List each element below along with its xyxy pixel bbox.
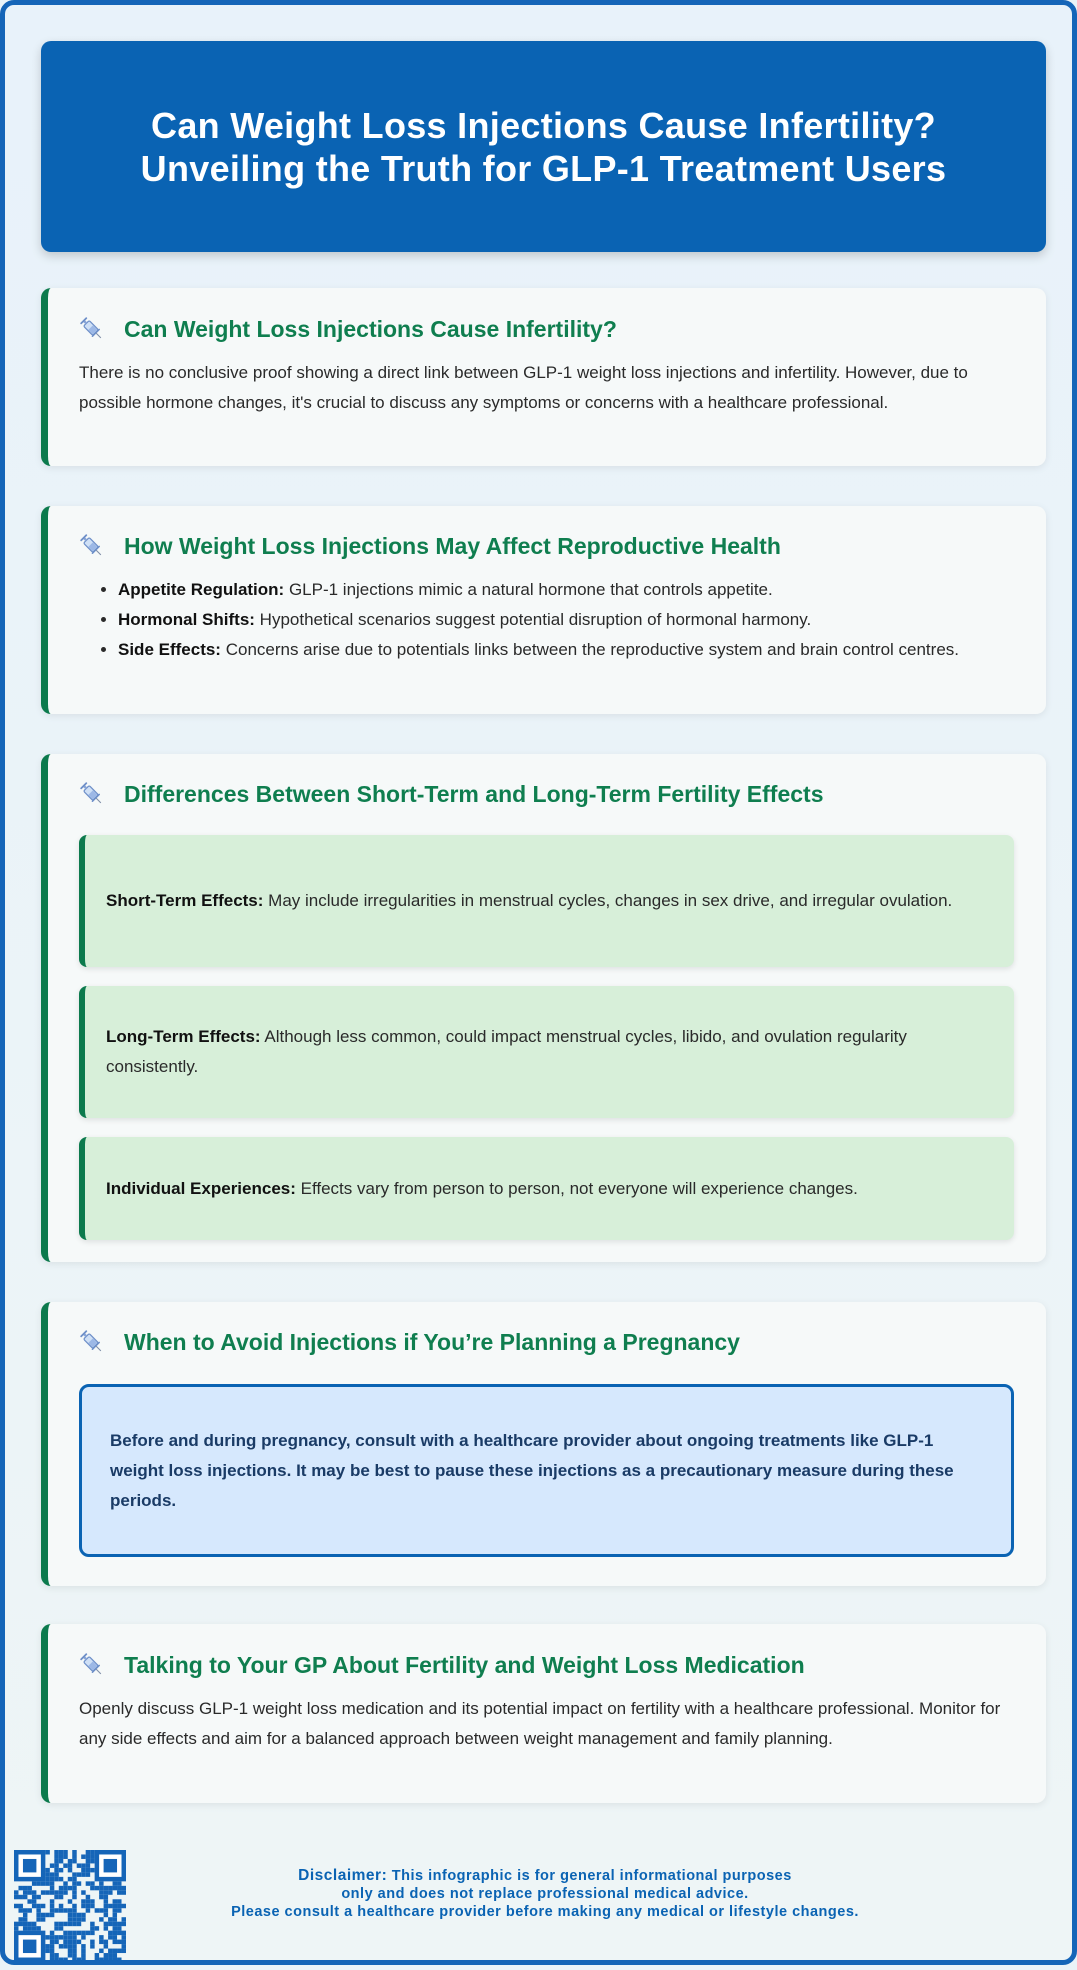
list-item-text: GLP-1 injections mimic a natural hormone that controls appetite. [284,580,773,599]
section-heading [79,1327,1014,1357]
disclaimer [175,1867,915,1921]
list-item [118,605,1014,635]
syringe-icon [79,781,105,807]
disclaimer-line-2: only and does not replace professional medical advice. [341,1886,749,1902]
effect-label: Short-Term Effects: [106,891,264,910]
syringe-icon [79,1652,105,1678]
section-title: Talking to Your GP About Fertility and Weight Loss Medication [124,1651,805,1678]
section-heading [79,779,1014,809]
page-title-line-1: Can Weight Loss Injections Cause Infertility? [151,104,936,146]
section-pregnancy-planning [41,1302,1046,1586]
section-reproductive-health [41,506,1046,714]
pregnancy-alert-box [79,1384,1014,1557]
section-heading [79,314,1014,344]
effect-label: Long-Term Effects: [106,1027,261,1046]
effect-card-individual [79,1137,1014,1240]
effect-text: May include irregularities in menstrual cycles, changes in sex drive, and irregular ovulation. [263,891,953,910]
disclaimer-line-3: Please consult a healthcare provider before making any medical or lifestyle changes. [231,1904,859,1920]
section-title: Differences Between Short-Term and Long-Term Fertility Effects [124,780,824,807]
footer [5,1840,1077,1970]
section-can-cause-infertility [41,288,1046,466]
list-item [118,575,1014,605]
section-heading [79,1650,1014,1680]
list-item-text: Concerns arise due to potentials links between the reproductive system and brain control centres. [220,640,959,659]
section-body: There is no conclusive proof showing a direct link between GLP-1 weight loss injections and infertility. However, due to possible hormone changes, it's crucial to discuss any symptoms or concerns with a healthcare professional. [79,363,968,412]
disclaimer-line-1: This infographic is for general informational purposes [387,1868,792,1884]
section-talk-to-gp [41,1624,1046,1803]
section-heading [79,531,1014,561]
section-title: How Weight Loss Injections May Affect Reproductive Health [124,532,781,559]
page-header [41,41,1046,252]
effect-card-long-term [79,986,1014,1118]
disclaimer-label: Disclaimer: [298,1867,388,1884]
effect-card-short-term [79,835,1014,967]
effects-list [118,575,1014,665]
alert-text: Before and during pregnancy, consult with a healthcare provider about ongoing treatments like GLP-1 weight loss injections. It may be best to pause these injections as a precautionary measure during these periods. [110,1430,954,1510]
syringe-icon [79,316,105,342]
list-item-label: Hormonal Shifts: [118,610,255,629]
section-short-long-term [41,754,1046,1262]
list-item-label: Side Effects: [118,640,221,659]
section-title: Can Weight Loss Injections Cause Infertility? [124,315,617,342]
list-item-label: Appetite Regulation: [118,580,285,599]
section-title: When to Avoid Injections if You’re Planning a Pregnancy [124,1328,740,1355]
qr-code-icon[interactable] [14,1850,126,1962]
effect-text: Although less common, could impact menstrual cycles, libido, and ovulation regularity consistently. [106,1027,907,1076]
page-title [141,104,947,190]
effect-label: Individual Experiences: [106,1178,296,1198]
list-item-text: Hypothetical scenarios suggest potential disruption of hormonal harmony. [254,610,812,629]
section-body: Openly discuss GLP-1 weight loss medication and its potential impact on fertility with a healthcare professional. Monitor for any side effects and aim for a balanced approach between weight management and family planning. [79,1699,1001,1748]
effect-text: Effects vary from person to person, not everyone will experience changes. [295,1178,858,1198]
syringe-icon [79,533,105,559]
syringe-icon [79,1329,105,1355]
page-title-line-2: Unveiling the Truth for GLP-1 Treatment Users [140,147,947,189]
list-item [118,635,1014,665]
